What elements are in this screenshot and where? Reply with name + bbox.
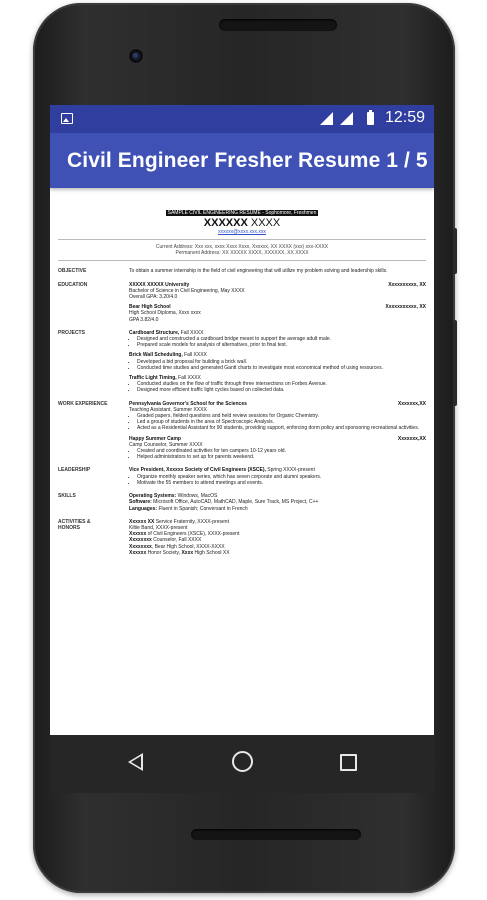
skill-value: Microsoft Office, AutoCAD, MathCAD, Maple, Sure Track, MS Project, C++ [151, 499, 319, 506]
section-label: LEADERSHIP [58, 467, 91, 474]
activity-bold: Xxxxxxxx [129, 537, 152, 544]
skill-label: Languages: [129, 505, 158, 512]
skill-value: Windows, MacOS [176, 493, 218, 500]
list-item: • Prepared scale models for analysis of alternatives, prior to final test. [137, 342, 426, 348]
candidate-email[interactable]: xxxxxx@xxxx.xxx.xxx [218, 229, 266, 236]
project-date: Fall XXXX [179, 329, 204, 336]
activity-bold: Xxxxxx [129, 549, 147, 556]
employer-location: Xxxxxxx,XX [397, 400, 426, 407]
project-title: Traffic Light Timing, [129, 375, 177, 382]
section-leadership [58, 467, 426, 486]
section-objective [58, 268, 426, 274]
divider [58, 239, 426, 240]
project-title: Brick Wall Scheduling, [129, 352, 183, 359]
project-date: Fall XXXX [176, 375, 201, 382]
activity-text: of Civil Engineers (XSCE), XXXX-present [146, 531, 240, 538]
activity-text: High School XX [193, 549, 230, 556]
current-address: Current Address: Xxx xxx, xxxx Xxxx Xxxx, Xxxxxx, XX XXXX (xxx) xxx-XXXX [155, 244, 329, 251]
list-item: • Designed more efficient traffic light cycles based on collected data. [137, 387, 426, 393]
school-name: XXXXX XXXXX University [129, 281, 190, 288]
activity-bold: Xxxxxx [129, 531, 147, 538]
name-bold: XXXXXX [203, 217, 248, 230]
bottom-speaker [191, 829, 361, 840]
section-label: ACTIVITIES & HONORS [58, 518, 91, 531]
degree-line: Bachelor of Science in Civil Engineering, May XXXX [129, 287, 245, 294]
list-item: • Organize monthly speaker series, which has seven corporate and alumni speakers. [137, 474, 426, 480]
school-name: Bear High School [129, 304, 171, 311]
screen [50, 105, 434, 735]
navigation-bar [50, 735, 434, 793]
degree-line: High School Diploma, Xxxx xxxx [129, 310, 201, 317]
list-item: • Motivate the 55 members to attend meetings and events. [137, 480, 426, 486]
section-education [58, 282, 426, 323]
activity-text: Service Fraternity, XXXX-present [154, 518, 229, 525]
job-role: Teaching Assistant, Summer XXXX [129, 406, 207, 413]
divider [58, 260, 426, 261]
activity-bold: Xxxxxx XX [129, 518, 155, 525]
app-bar [50, 133, 434, 188]
gpa-line: Overall GPA: 3.20/4.0 [129, 294, 178, 301]
wifi-icon [340, 112, 353, 125]
job-role: Camp Counselor, Summer XXXX [129, 441, 203, 448]
project-title: Cardboard Structure, [129, 329, 180, 336]
objective-text: To obtain a summer internship in the field of civil engineering that will utilize my problem solving and leadership skills. [129, 268, 388, 275]
project-date: Fall XXXX [182, 352, 207, 359]
power-button [453, 228, 457, 274]
name-rest: XXXX [247, 217, 281, 230]
activity-text: Kiltie Band, XXXX-present [129, 524, 188, 531]
activity-text: Counselor, Fall XXXX [151, 537, 202, 544]
leadership-title: Vice President, Xxxxxx Society of Civil Engineers (XSCE), [129, 467, 266, 474]
list-item: • Led a group of students in the area of Spectroscopic Analysis. [137, 419, 426, 425]
recent-apps-icon[interactable] [340, 754, 357, 771]
earpiece-speaker [219, 19, 337, 31]
skill-value: Fluent in Spanish; Conversant in French [157, 505, 248, 512]
list-item: • Conducted studies on the flow of traffic through three intersections on Forbes Avenue. [137, 381, 426, 387]
section-work-experience [58, 401, 426, 461]
school-location: Xxxxxxxxxxx, XX [385, 304, 426, 311]
permanent-address: Permanent Address: XX XXXXX XXXX, XXXXXX, XX XXXX [175, 250, 309, 257]
list-item: • Acted as a Residential Assistant for 90 students, providing support, enforcing dorm policy and sponsoring recreational activities. [137, 425, 426, 431]
status-time: 12:59 [385, 109, 426, 126]
employer-name: Happy Summer Camp [129, 435, 181, 442]
list-item: • Graded papers, fielded questions and held review sessions for Organic Chemistry. [137, 413, 426, 419]
status-bar [50, 105, 434, 133]
list-item: • Conducted time studies and generated Gantt charts to investigate most economical method of using resources. [137, 365, 426, 371]
activity-bold: Xxxxxxxx [129, 543, 152, 550]
section-label: EDUCATION [58, 281, 88, 288]
activity-text: Honor Society, [146, 549, 182, 556]
signal-icon [320, 112, 333, 125]
leadership-date: Spring XXXX-present [265, 467, 315, 474]
section-activities [58, 519, 426, 556]
section-label: SKILLS [58, 493, 76, 500]
employer-location: Xxxxxxx,XX [397, 435, 426, 442]
gpa-line: GPA 3.82/4.0 [129, 316, 159, 323]
employer-name: Pennsylvania Governor's School for the Sciences [129, 400, 247, 407]
skill-label: Software: [129, 499, 152, 506]
list-item: • Created and coordinated activities for ten campers 10-12 years old. [137, 448, 426, 454]
volume-rocker [453, 320, 457, 406]
list-item: • Developed a bid proposal for building a brick wall. [137, 359, 426, 365]
candidate-name [58, 217, 426, 229]
battery-icon [367, 112, 374, 125]
school-location: Xxxxxxxxxx, XX [388, 281, 426, 288]
section-projects [58, 330, 426, 394]
image-icon [61, 113, 73, 124]
activity-text: , Bear High School, XXXX-XXXX [151, 543, 225, 550]
section-skills [58, 493, 426, 512]
resume-header [58, 196, 426, 235]
activity-bold: Xxxx [181, 549, 194, 556]
list-item: • Helped administrators to set up for parents weekend. [137, 454, 426, 460]
section-label: WORK EXPERIENCE [58, 400, 108, 407]
app-title: Civil Engineer Fresher Resume 1 / 5 [67, 148, 428, 172]
skill-label: Operating Systems: [129, 493, 177, 500]
list-item: • Designed and constructed a cardboard bridge meant to support the average adult male. [137, 336, 426, 342]
sample-banner: SAMPLE CIVIL ENGINEERING RESUME - Sophomore, Freshmen [167, 210, 317, 216]
section-label: PROJECTS [58, 329, 85, 336]
front-camera [129, 49, 143, 63]
back-icon[interactable] [128, 753, 143, 771]
home-icon[interactable] [232, 751, 253, 772]
section-label: OBJECTIVE [58, 268, 87, 275]
resume-document[interactable] [50, 188, 434, 556]
